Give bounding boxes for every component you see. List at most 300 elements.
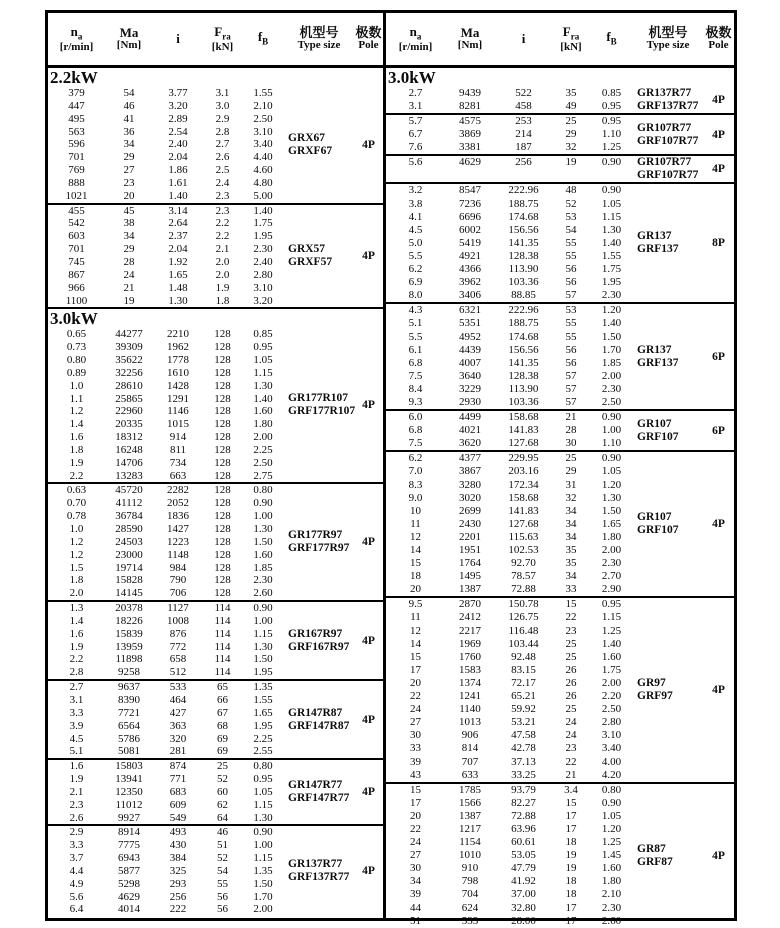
fra-value: 128 (214, 523, 231, 535)
table-right-half (386, 13, 734, 927)
na-value: 0.73 (66, 341, 87, 354)
ratio-value: 609 (169, 798, 187, 811)
fb-value: 1.75 (253, 217, 273, 230)
fra-value: 53 (565, 210, 577, 223)
fra-value: 34 (565, 530, 577, 543)
ma-value: 1140 (459, 703, 481, 716)
na-value: 4.5 (69, 732, 84, 745)
spec-block (386, 784, 734, 928)
ma-value: 2699 (459, 504, 481, 517)
na-value: 603 (68, 230, 85, 243)
fra-value: 34 (565, 504, 577, 517)
fra-value: 49 (565, 100, 577, 113)
type-size-line: GR167R97 (288, 627, 343, 640)
spec-block (48, 205, 383, 310)
type-size-line: GRF97 (637, 690, 673, 703)
fb-value: 1.40 (601, 317, 622, 330)
fb-value: 1.50 (601, 330, 622, 343)
ratio-value: 128.38 (508, 249, 539, 262)
ratio-value: 113.90 (508, 263, 539, 276)
fb-value: 1.65 (253, 706, 273, 719)
ratio-value: 174.68 (508, 330, 539, 343)
ratio-value: 103.44 (508, 637, 539, 650)
ratio-value: 47.79 (511, 862, 536, 875)
ratio-value: 2210 (167, 328, 189, 341)
fb-value: 1.40 (601, 236, 622, 249)
fb-value: 1.15 (253, 627, 273, 640)
spec-block (386, 184, 734, 304)
na-value: 12 (410, 624, 421, 637)
na-value: 1.2 (69, 535, 84, 548)
type-size-value (284, 826, 354, 916)
na-value: 5.1 (69, 745, 84, 758)
type-size-value (284, 328, 354, 482)
fra-value: 24 (565, 729, 577, 742)
fra-value: 25 (565, 637, 577, 650)
ratio-value: 174.68 (508, 210, 539, 223)
fb-value: 1.05 (253, 785, 273, 798)
fb-value: 1.50 (253, 535, 273, 548)
fb-value: 1.95 (253, 666, 273, 679)
fb-value: 2.50 (601, 703, 622, 716)
fra-value: 2.5 (215, 164, 230, 177)
ratio-value: 658 (169, 653, 187, 666)
header-type-size: 机型号 Type size (297, 25, 341, 52)
fra-value: 24 (565, 716, 577, 729)
fb-value: 1.30 (253, 640, 273, 653)
ratio-value: 325 (169, 864, 187, 877)
fra-value: 56 (565, 263, 577, 276)
power-section (48, 68, 383, 309)
type-size-value (633, 304, 703, 409)
na-value: 0.78 (66, 510, 87, 523)
type-size-value (633, 411, 703, 450)
fra-value: 17 (565, 914, 577, 927)
ratio-value: 127.68 (508, 437, 539, 450)
header-na: $n_a$ [r/min] (59, 23, 94, 53)
fb-value: 0.95 (601, 100, 622, 113)
fb-value: 0.80 (253, 484, 273, 497)
ma-value: 27 (123, 164, 135, 177)
fb-value: 1.25 (601, 624, 622, 637)
fb-value: 1.30 (253, 523, 273, 535)
ma-value: 1951 (459, 544, 481, 556)
fb-value: 2.50 (253, 456, 273, 469)
fra-value: 56 (565, 356, 577, 369)
ratio-value: 2052 (167, 497, 189, 510)
ma-value: 4377 (459, 452, 481, 465)
ratio-value: 1962 (167, 341, 189, 354)
fra-value: 128 (214, 341, 231, 354)
type-size-value (633, 115, 703, 154)
fra-value: 29 (565, 465, 577, 478)
fra-value: 21 (565, 768, 577, 781)
na-value: 542 (68, 217, 85, 230)
fb-value: 1.80 (253, 418, 273, 431)
fb-value: 2.10 (253, 99, 273, 112)
fra-value: 25 (217, 760, 228, 773)
fra-value: 114 (214, 640, 231, 653)
fra-value: 64 (217, 811, 228, 824)
ma-value: 25865 (115, 392, 143, 405)
na-value: 11 (410, 517, 421, 530)
na-value: 1.2 (69, 405, 84, 418)
fb-value: 2.55 (253, 745, 273, 758)
fra-value: 22 (565, 611, 577, 624)
ratio-value: 1146 (167, 405, 189, 418)
type-size-line: GRF147R77 (288, 792, 350, 805)
na-value: 5.5 (408, 249, 423, 262)
na-value: 18 (410, 570, 421, 583)
na-value: 6.0 (408, 411, 423, 424)
pole-value: 6P (712, 424, 725, 437)
na-value: 6.7 (408, 128, 423, 141)
ratio-value: 187 (515, 141, 532, 154)
fb-value: 1.15 (601, 611, 622, 624)
ma-value: 9927 (118, 811, 140, 824)
na-value: 1.4 (69, 418, 84, 431)
fra-value: 114 (214, 627, 231, 640)
fra-value: 56 (565, 276, 577, 289)
fra-value: 2.8 (215, 125, 230, 138)
type-size-line: GRF107R77 (637, 134, 699, 147)
na-value: 2.3 (69, 798, 84, 811)
fb-value: 1.40 (253, 392, 273, 405)
ma-value: 2430 (459, 517, 481, 530)
ma-value: 3962 (459, 276, 481, 289)
ratio-value: 281 (169, 745, 187, 758)
fb-value: 2.30 (601, 289, 622, 302)
na-value: 1.6 (69, 760, 84, 773)
ma-value: 29 (123, 243, 135, 256)
ma-value: 1495 (459, 570, 481, 583)
ratio-value: 256 (169, 890, 187, 903)
ratio-value: 222 (169, 903, 187, 916)
fra-value: 128 (214, 497, 231, 510)
ratio-value: 60.61 (511, 836, 536, 849)
ma-value: 21 (123, 281, 135, 294)
fb-value: 1.75 (601, 663, 622, 676)
ratio-value: 78.57 (511, 570, 536, 583)
ratio-value: 53.21 (511, 716, 536, 729)
ratio-value: 293 (169, 877, 187, 890)
fb-value: 1.00 (253, 510, 273, 523)
fra-value: 2.3 (215, 189, 230, 202)
fb-value: 2.00 (253, 431, 273, 444)
ma-value: 15828 (115, 574, 143, 587)
ma-value: 29 (123, 151, 135, 164)
ma-value: 3869 (459, 128, 481, 141)
fra-value: 57 (565, 369, 577, 382)
ma-value: 11012 (115, 798, 143, 811)
ratio-value: 1127 (167, 602, 189, 615)
na-value: 1.4 (69, 614, 84, 627)
fra-value: 55 (565, 317, 577, 330)
fra-value: 69 (217, 745, 228, 758)
na-value: 1.9 (69, 640, 84, 653)
fra-value: 128 (214, 431, 231, 444)
type-size-line: GR177R107 (288, 392, 349, 405)
type-size-value (633, 784, 703, 928)
ratio-value: 156.56 (508, 343, 539, 356)
na-value: 4.1 (408, 210, 423, 223)
ratio-value: 2.54 (168, 125, 188, 138)
ma-value: 1583 (459, 663, 481, 676)
fb-value: 1.95 (253, 719, 273, 732)
fra-value: 56 (217, 903, 228, 916)
ma-value: 1154 (459, 836, 481, 849)
fra-value: 25 (565, 650, 577, 663)
ratio-value: 59.92 (511, 703, 536, 716)
type-size-line: GRXF67 (288, 144, 333, 157)
ma-value: 28610 (115, 379, 143, 392)
na-value: 3.8 (408, 197, 423, 210)
ma-value: 4575 (459, 115, 481, 128)
pole-value: 4P (712, 94, 725, 107)
fb-value: 1.45 (601, 849, 622, 862)
fb-value: 1.60 (253, 548, 273, 561)
fb-value: 2.80 (601, 716, 622, 729)
ratio-value: 772 (169, 640, 187, 653)
fb-value: 1.05 (601, 809, 622, 822)
na-value: 3.2 (408, 184, 423, 197)
ratio-value: 1427 (167, 523, 189, 535)
ratio-value: 33.25 (511, 768, 536, 781)
ma-value: 906 (461, 729, 479, 742)
na-value: 7.0 (408, 465, 423, 478)
fra-value: 128 (214, 328, 231, 341)
fra-value: 60 (217, 785, 228, 798)
fb-value: 0.85 (253, 328, 273, 341)
ma-value: 14706 (115, 456, 143, 469)
na-value: 12 (410, 530, 421, 543)
power-section (386, 68, 734, 928)
table-header-right (386, 13, 734, 68)
na-value: 10 (410, 504, 421, 517)
na-value: 3.7 (69, 852, 84, 865)
ratio-value: 28.00 (511, 914, 536, 927)
na-value: 2.1 (69, 785, 84, 798)
fra-value: 48 (565, 184, 577, 197)
ratio-value: 3.20 (168, 99, 188, 112)
fb-value: 1.00 (601, 424, 622, 437)
na-value: 39 (410, 888, 421, 901)
fra-value: 2.4 (215, 176, 230, 189)
ma-value: 4499 (459, 411, 481, 424)
ratio-value: 229.95 (508, 452, 539, 465)
fra-value: 26 (565, 690, 577, 703)
fb-value: 2.50 (601, 395, 622, 408)
fb-value: 2.50 (253, 112, 273, 125)
type-size-line: GRF107R77 (637, 169, 699, 182)
ratio-value: 1223 (167, 535, 189, 548)
table-left-body (48, 68, 383, 916)
na-value: 3.3 (69, 706, 84, 719)
na-value: 9.5 (408, 598, 423, 611)
ma-value: 7721 (118, 706, 140, 719)
na-value: 6.2 (408, 452, 423, 465)
na-value: 39 (410, 755, 421, 768)
ratio-value: 188.75 (508, 197, 539, 210)
na-value: 5.1 (408, 317, 423, 330)
fb-value: 0.90 (601, 452, 622, 465)
type-size-line: GRF137 (637, 356, 679, 369)
ma-value: 23 (123, 176, 135, 189)
ratio-value: 1.65 (168, 268, 188, 281)
fb-value: 2.70 (601, 570, 622, 583)
na-value: 6.8 (408, 424, 423, 437)
type-size-line: GR107R77 (637, 121, 692, 134)
ma-value: 7775 (118, 839, 140, 852)
fra-value: 32 (565, 491, 577, 504)
ma-value: 1566 (459, 796, 481, 809)
ma-value: 9439 (459, 87, 481, 99)
ma-value: 3867 (459, 465, 481, 478)
na-value: 20 (410, 583, 421, 596)
fb-value: 2.00 (601, 369, 622, 382)
na-value: 1.9 (69, 773, 84, 786)
ma-value: 1969 (459, 637, 481, 650)
fra-value: 1.8 (215, 294, 230, 307)
fb-value: 1.10 (601, 437, 622, 450)
ma-value: 46 (123, 99, 135, 112)
na-value: 1.1 (69, 392, 84, 405)
fb-value: 1.05 (601, 197, 622, 210)
fra-value: 62 (217, 798, 228, 811)
ratio-value: 37.13 (511, 755, 536, 768)
ma-value: 4629 (118, 890, 140, 903)
na-value: 3.3 (69, 839, 84, 852)
ratio-value: 126.75 (508, 611, 539, 624)
power-section-label: 3.0kW (50, 309, 98, 329)
ratio-value: 1.48 (168, 281, 188, 294)
fb-value: 1.40 (601, 637, 622, 650)
header-na: $n_a$ [r/min] (398, 23, 433, 53)
ma-value: 19714 (115, 561, 143, 574)
fb-value: 0.80 (253, 760, 273, 773)
pole-value: 8P (712, 237, 725, 250)
fb-value: 0.90 (253, 602, 273, 615)
fb-value: 4.00 (601, 755, 622, 768)
ratio-value: 141.35 (508, 356, 539, 369)
ratio-value: 458 (515, 100, 532, 113)
fb-value: 1.55 (253, 693, 273, 706)
ma-value: 5351 (459, 317, 481, 330)
fb-value: 1.20 (601, 822, 622, 835)
fra-value: 19 (565, 156, 577, 169)
ratio-value: 103.36 (508, 276, 539, 289)
fra-value: 15 (565, 796, 577, 809)
fra-value: 128 (214, 366, 231, 379)
power-section (48, 309, 383, 916)
spec-block (48, 484, 383, 602)
fra-value: 128 (214, 587, 231, 600)
na-value: 6.9 (408, 276, 423, 289)
na-value: 44 (410, 901, 421, 914)
spec-block (386, 411, 734, 452)
na-value: 9.0 (408, 491, 423, 504)
na-value: 4.3 (408, 304, 423, 317)
na-value: 455 (68, 204, 85, 217)
pole-value: 4P (362, 713, 375, 726)
fra-value: 52 (217, 852, 228, 865)
ratio-value: 72.88 (511, 809, 536, 822)
fb-value: 2.00 (601, 544, 622, 556)
na-value: 379 (68, 87, 85, 99)
type-size-value (284, 484, 354, 600)
spec-block (386, 452, 734, 598)
na-value: 563 (68, 125, 85, 138)
na-value: 6.8 (408, 356, 423, 369)
ma-value: 44277 (115, 328, 143, 341)
type-size-line: GRF147R87 (288, 719, 350, 732)
ratio-value: 984 (169, 561, 187, 574)
ratio-value: 1.30 (168, 294, 188, 307)
pole-value: 4P (712, 518, 725, 531)
fra-value: 21 (565, 411, 577, 424)
fb-value: 4.60 (253, 164, 273, 177)
fb-value: 1.65 (601, 517, 622, 530)
type-size-value (284, 681, 354, 758)
fra-value: 57 (565, 382, 577, 395)
header-type-size: 机型号 Type size (646, 25, 690, 52)
fb-value: 1.20 (601, 478, 622, 491)
fra-value: 114 (214, 653, 231, 666)
fb-value: 1.15 (253, 366, 273, 379)
table-header-left (48, 13, 383, 68)
fb-value: 1.30 (601, 223, 622, 236)
fra-value: 66 (217, 693, 228, 706)
ratio-value: 771 (169, 773, 187, 786)
type-size-line: GRF137R77 (637, 100, 699, 113)
header-pole: 极数 Pole (355, 25, 382, 52)
pole-value: 4P (362, 138, 375, 151)
fra-value: 128 (214, 354, 231, 367)
fra-value: 17 (565, 901, 577, 914)
ma-value: 19 (123, 294, 135, 307)
na-value: 8.3 (408, 478, 423, 491)
na-value: 0.70 (66, 497, 87, 510)
ratio-value: 384 (169, 852, 187, 865)
spec-block (48, 87, 383, 205)
na-value: 745 (68, 255, 85, 268)
ratio-value: 41.92 (511, 875, 536, 888)
na-value: 5.5 (408, 330, 423, 343)
na-value: 4.9 (69, 877, 84, 890)
fra-value: 31 (565, 478, 577, 491)
fra-value: 3.1 (215, 87, 230, 99)
ma-value: 1374 (459, 676, 481, 689)
ma-value: 38 (123, 217, 135, 230)
fb-value: 2.60 (601, 914, 622, 927)
type-size-line: GRF167R97 (288, 640, 350, 653)
na-value: 14 (410, 637, 421, 650)
na-value: 9.3 (408, 395, 423, 408)
fra-value: 68 (217, 719, 228, 732)
type-size-line: GRF107 (637, 524, 679, 537)
fra-value: 23 (565, 624, 577, 637)
ratio-value: 150.78 (508, 598, 539, 611)
ma-value: 20335 (115, 418, 143, 431)
spec-block (48, 328, 383, 484)
fb-value: 3.40 (601, 742, 622, 755)
fb-value: 1.55 (253, 87, 273, 99)
ratio-value: 82.27 (511, 796, 536, 809)
ratio-value: 1.92 (168, 255, 188, 268)
na-value: 1.2 (69, 548, 84, 561)
fb-value: 1.95 (601, 276, 622, 289)
fb-value: 1.05 (253, 354, 273, 367)
